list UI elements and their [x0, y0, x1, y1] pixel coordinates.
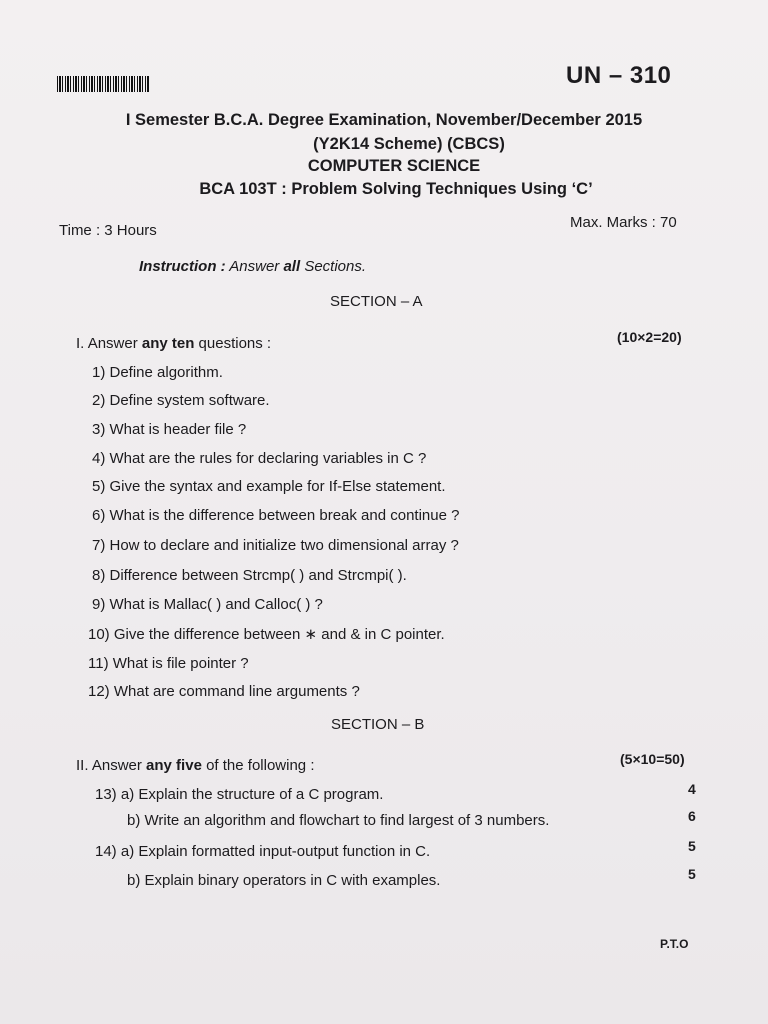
item-marks: 4 [688, 781, 696, 797]
item-marks: 5 [688, 838, 696, 854]
item-marks: 6 [688, 808, 696, 824]
paper-code: UN – 310 [566, 62, 672, 89]
question-suffix: questions : [194, 335, 272, 352]
list-item: b) Write an algorithm and flowchart to find largest of 3 numbers. [127, 812, 550, 829]
list-item: 4) What are the rules for declaring variables in C ? [92, 450, 427, 467]
question-number: I. [76, 335, 85, 352]
instruction-end: Sections. [300, 258, 367, 275]
question-prefix: Answer [87, 335, 142, 352]
question-number: II. [76, 757, 89, 774]
list-item: b) Explain binary operators in C with examples. [127, 872, 441, 889]
list-item: 5) Give the syntax and example for If-Else statement. [92, 478, 446, 495]
list-item: 13) a) Explain the structure of a C program. [95, 786, 384, 803]
list-item: 10) Give the difference between ∗ and & in C pointer. [88, 626, 445, 643]
question-suffix: of the following : [201, 757, 315, 774]
question-bold: any ten [141, 335, 195, 352]
instruction-label: Instruction : [139, 258, 226, 275]
section-a-title: SECTION – A [330, 293, 423, 310]
barcode [57, 76, 149, 92]
section-a-question [76, 335, 271, 352]
section-b-question [76, 757, 315, 774]
list-item: 1) Define algorithm. [92, 364, 223, 381]
subject-title: COMPUTER SCIENCE [307, 157, 481, 175]
list-item: 7) How to declare and initialize two dimensional array ? [92, 537, 459, 554]
list-item: 9) What is Mallac( ) and Calloc( ) ? [92, 596, 323, 613]
scheme-line: (Y2K14 Scheme) (CBCS) [313, 135, 505, 153]
list-item: 8) Difference between Strcmp( ) and Strcmpi( ). [92, 567, 407, 584]
question-prefix: Answer [91, 757, 147, 774]
instruction-text: Answer [225, 258, 284, 275]
list-item: 2) Define system software. [92, 392, 270, 409]
section-b-title: SECTION – B [331, 716, 425, 733]
list-item: 14) a) Explain formatted input-output function in C. [95, 843, 431, 860]
section-a-marks: (10×2=20) [617, 329, 682, 345]
course-title: BCA 103T : Problem Solving Techniques Using ‘C’ [199, 180, 593, 198]
page-turn-note: P.T.O [660, 937, 689, 951]
list-item: 12) What are command line arguments ? [88, 683, 360, 700]
max-marks: Max. Marks : 70 [570, 214, 677, 231]
question-bold: any five [146, 757, 202, 774]
exam-title: I Semester B.C.A. Degree Examination, November/December 2015 [125, 111, 643, 129]
list-item: 11) What is file pointer ? [88, 655, 249, 672]
instruction-bold: all [283, 258, 301, 275]
item-marks: 5 [688, 866, 696, 882]
instruction [139, 258, 366, 275]
time-label: Time : 3 Hours [59, 222, 157, 239]
section-b-marks: (5×10=50) [620, 751, 685, 767]
list-item: 6) What is the difference between break and continue ? [92, 507, 460, 524]
list-item: 3) What is header file ? [92, 421, 247, 438]
